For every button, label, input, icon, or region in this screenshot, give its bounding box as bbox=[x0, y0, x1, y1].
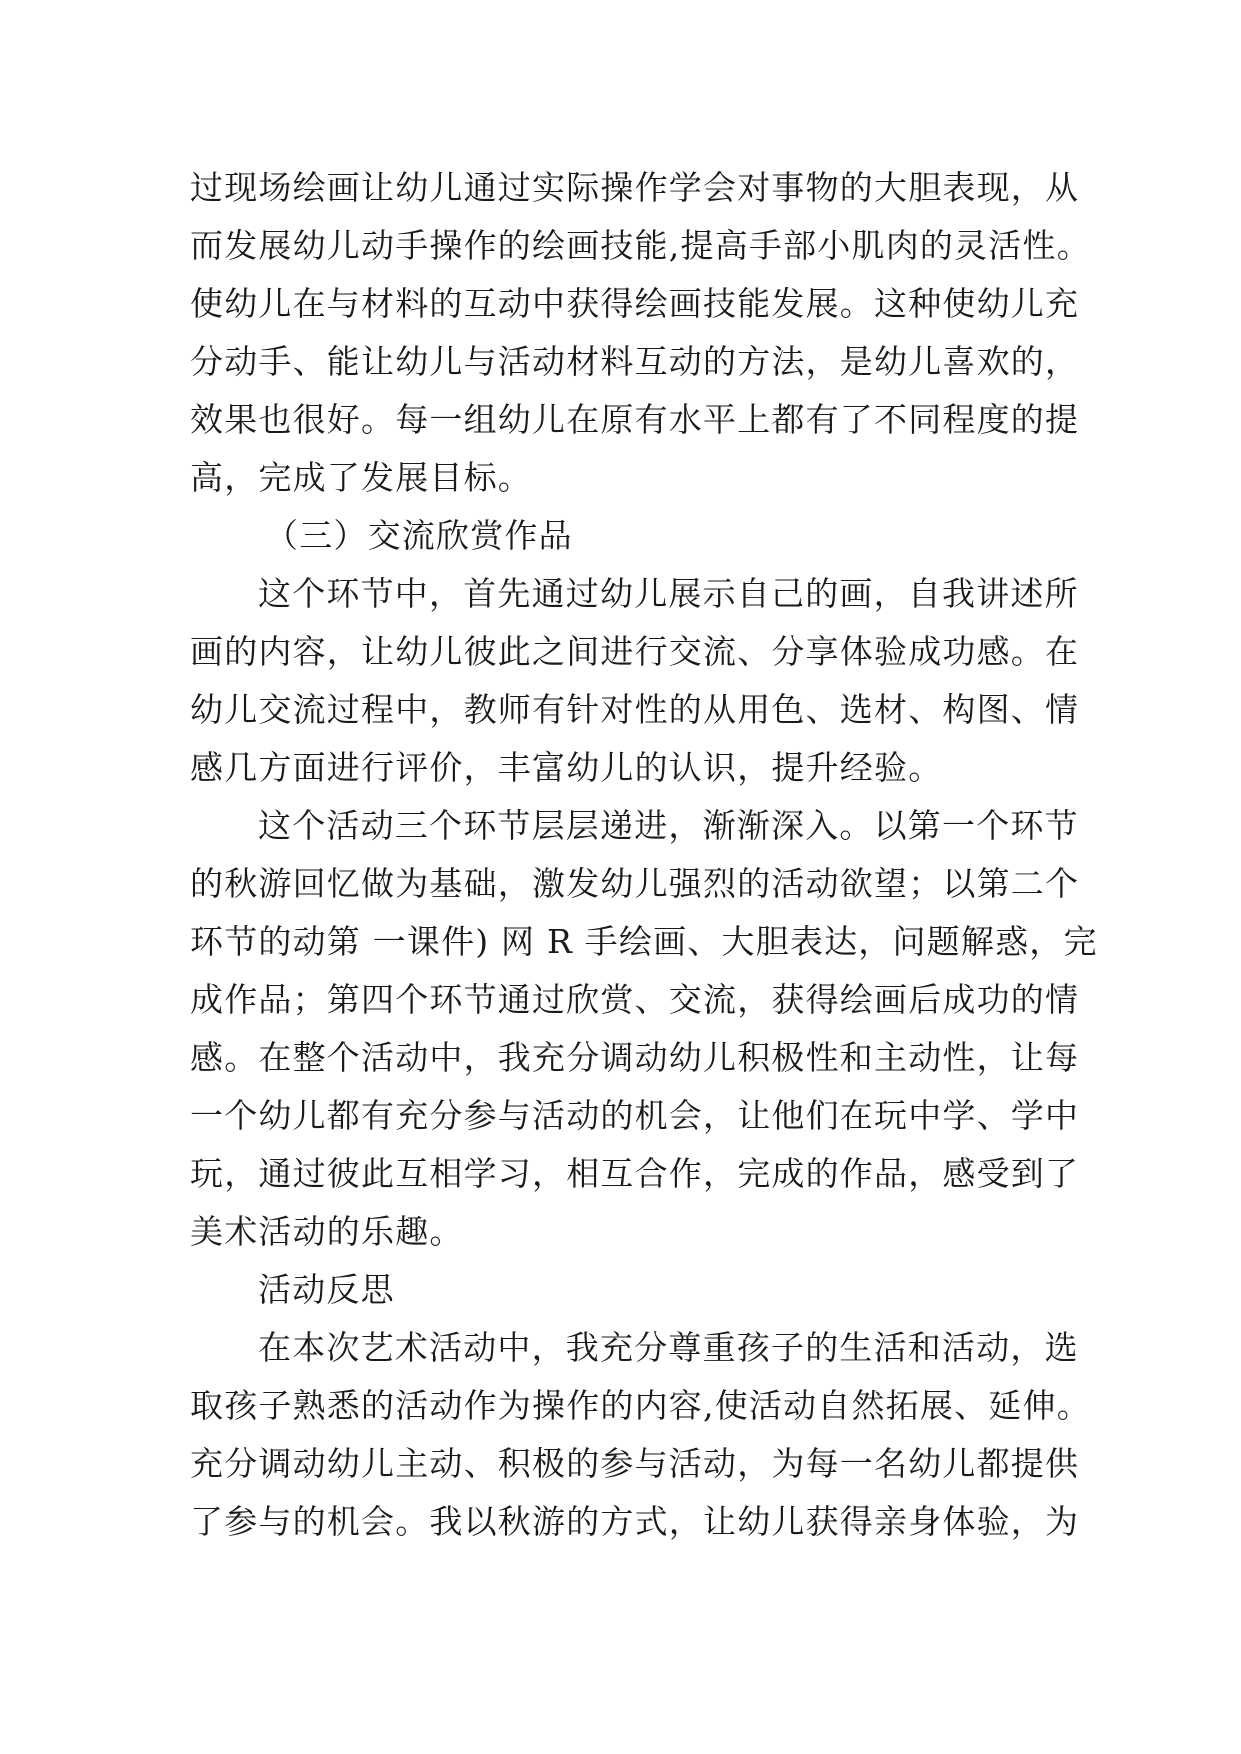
text-line-21: 在本次艺术活动中，我充分尊重孩子的生活和活动，选 bbox=[258, 1328, 1079, 1367]
text-line-15: 成作品；第四个环节通过欣赏、交流，获得绘画后成功的情 bbox=[190, 980, 1080, 1019]
text-line-18: 玩，通过彼此互相学习，相互合作，完成的作品，感受到了 bbox=[190, 1154, 1080, 1193]
text-line-5: 效果也很好。每一组幼儿在原有水平上都有了不同程度的提 bbox=[190, 400, 1080, 439]
text-line-23: 充分调动幼儿主动、积极的参与活动，为每一名幼儿都提供 bbox=[190, 1444, 1080, 1483]
text-line-22: 取孩子熟悉的活动作为操作的内容,使活动自然拓展、延伸。 bbox=[190, 1386, 1091, 1425]
text-line-14: 环节的动第 一课件) 网 R 手绘画、大胆表达，问题解惑，完 bbox=[190, 922, 1098, 961]
text-line-12: 这个活动三个环节层层递进，渐渐深入。以第一个环节 bbox=[258, 806, 1079, 845]
section-heading-reflection: 活动反思 bbox=[258, 1270, 395, 1309]
text-line-24: 了参与的机会。我以秋游的方式，让幼儿获得亲身体验，为 bbox=[190, 1502, 1080, 1541]
text-line-10: 幼儿交流过程中，教师有针对性的从用色、选材、构图、情 bbox=[190, 690, 1080, 729]
text-line-16: 感。在整个活动中，我充分调动幼儿积极性和主动性，让每 bbox=[190, 1038, 1080, 1077]
text-line-17: 一个幼儿都有充分参与活动的机会，让他们在玩中学、学中 bbox=[190, 1096, 1080, 1135]
text-line-8: 这个环节中，首先通过幼儿展示自己的画，自我讲述所 bbox=[258, 574, 1079, 613]
text-line-9: 画的内容，让幼儿彼此之间进行交流、分享体验成功感。在 bbox=[190, 632, 1080, 671]
text-line-6: 高，完成了发展目标。 bbox=[190, 458, 532, 497]
section-heading-3: （三）交流欣赏作品 bbox=[265, 516, 573, 555]
text-line-3: 使幼儿在与材料的互动中获得绘画技能发展。这种使幼儿充 bbox=[190, 284, 1080, 323]
text-line-4: 分动手、能让幼儿与活动材料互动的方法，是幼儿喜欢的， bbox=[190, 342, 1080, 381]
text-line-2: 而发展幼儿动手操作的绘画技能,提高手部小肌肉的灵活性。 bbox=[190, 226, 1091, 265]
text-line-1: 过现场绘画让幼儿通过实际操作学会对事物的大胆表现，从 bbox=[190, 168, 1080, 207]
text-line-13: 的秋游回忆做为基础，激发幼儿强烈的活动欲望；以第二个 bbox=[190, 864, 1080, 903]
text-line-19: 美术活动的乐趣。 bbox=[190, 1212, 464, 1251]
text-line-11: 感几方面进行评价，丰富幼儿的认识，提升经验。 bbox=[190, 748, 943, 787]
